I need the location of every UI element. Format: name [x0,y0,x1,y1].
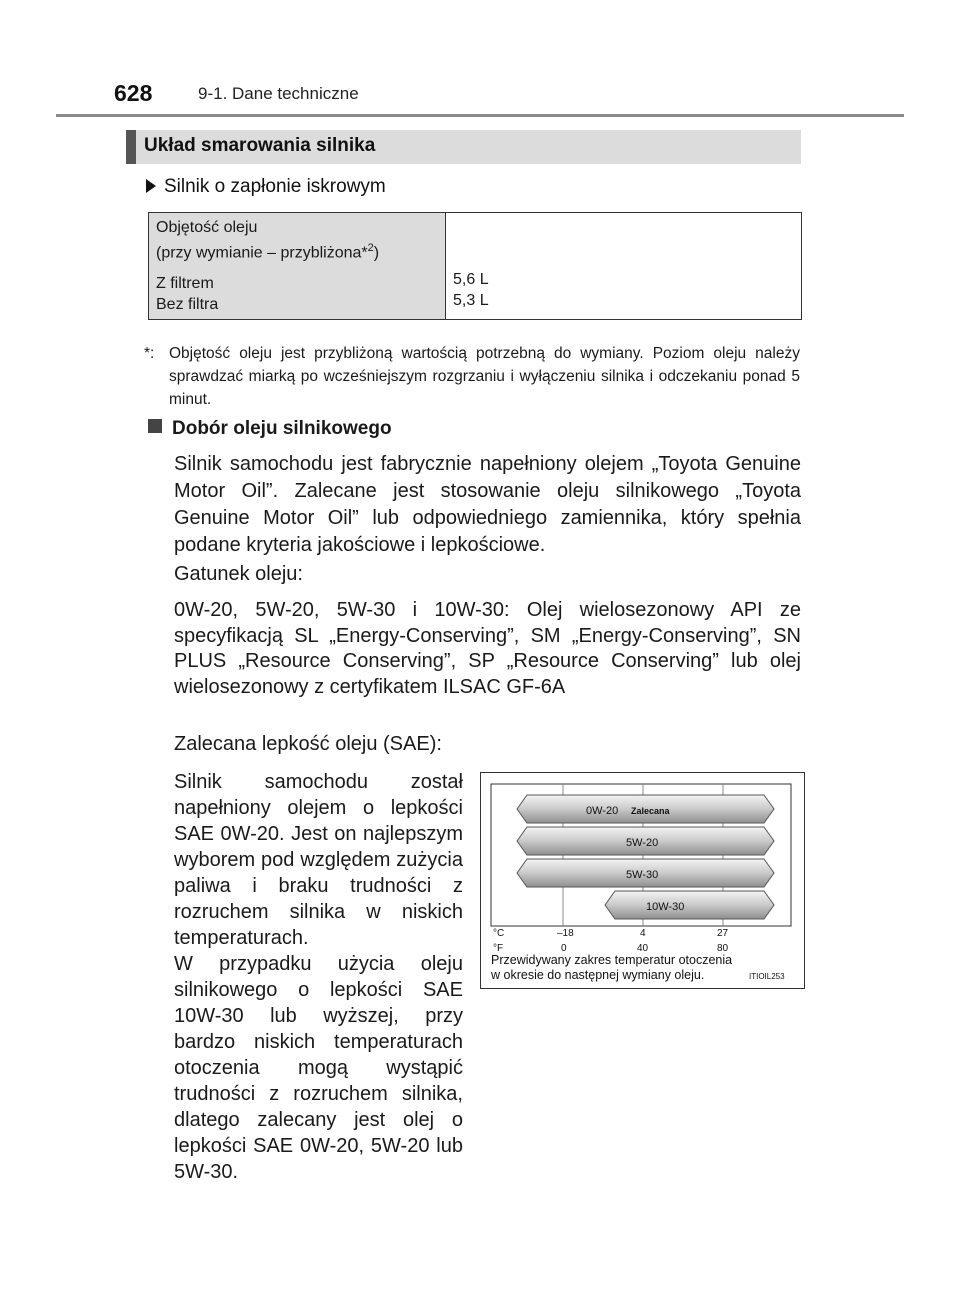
band-label-5w20: 5W-20 [626,837,659,849]
viscosity-text: Silnik samochodu został napełniony olejem o lepkości SAE 0W-20. Jest on najlepszym wyborem pod względem zużycia paliwa i braku trudności z rozruchem silnika w niskich temperaturach. [174,771,463,949]
band-label-5w30: 5W-30 [626,869,659,881]
page-number: 628 [114,80,153,106]
table-row [149,213,802,320]
capacity-sublabel: (przy wymianie – przybliżona*$^2$) [156,242,380,262]
subsection-label: Silnik o zapłonie iskrowym [164,176,386,197]
capacity-label: Objętość oleju [156,219,258,236]
footnote [144,342,800,411]
tick-f-0: 0 [561,943,567,954]
without-filter-label: Bez filtra [156,296,219,314]
viscosity-band-10w30 [605,891,774,919]
section-heading-bar [126,130,801,164]
triangle-bullet-icon [146,179,156,193]
oil-grade-text: 0W-20, 5W-20, 5W-30 i 10W-30: Olej wielosezonowy API ze specyfikacją SL „Energy-Conserving”, SM „Energy-Conserving”, SN PLUS „Resource Conserving”, SP „Resource Conserving” lub olej wielosezonowy z certyfikatem ILSAC GF-6A [174,599,801,698]
oil-selection-title: Dobór oleju silnikowego [172,418,392,439]
square-bullet-icon [148,419,162,433]
chart-caption-line1: Przewidywany zakres temperatur otoczenia [491,953,733,967]
tick-f-2: 80 [717,943,729,954]
figure-code: ITIOIL253 [749,972,785,981]
footnote-ref: 2 [367,242,374,254]
subsection-heading [146,176,386,198]
tick-f-1: 40 [637,943,649,954]
band-label-0w20: 0W-20 [586,805,619,817]
viscosity-label: Zalecana lepkość oleju (SAE): [174,733,442,755]
band-label-10w30: 10W-30 [646,901,685,913]
section-accent [126,130,136,164]
tick-c-1: 4 [640,928,646,939]
oil-capacity-table [148,212,802,320]
with-filter-label: Z filtrem [156,275,214,293]
band-note-recommended: Zalecana [631,806,670,816]
oil-grade-label: Gatunek oleju: [174,563,303,585]
oil-capacity-values [446,213,802,320]
footnote-marker: *: [144,345,155,362]
tick-c-2: 27 [717,928,729,939]
chapter-title: 9-1. Dane techniczne [198,84,359,103]
unit-fahrenheit-label: °F [493,943,504,954]
footnote-text: Objętość oleju jest przybliżoną wartością potrzebną do wymiany. Poziom oleju należy sprawdzać miarką po wcześniejszym rozgrzaniu i wyłączeniu silnika i odczekaniu ponad 5 minut. [169,345,800,408]
viscosity-chart-svg [481,773,804,988]
chart-caption-line2: w okresie do następnej wymiany oleju. [491,968,705,982]
oil-selection-intro: Silnik samochodu jest fabrycznie napełniony olejem „Toyota Genuine Motor Oil”. Zalecane jest stosowanie oleju silnikowego „Toyota Genuine Motor Oil” lub odpowiedniego zamiennika, który spełnia podane kryteria jakościowe i lepkościowe. [174,453,801,556]
viscosity-temperature-chart [480,772,805,989]
tick-c-0: –18 [557,928,574,939]
without-filter-value: 5,3 L [453,292,489,309]
cold-start-text: W przypadku użycia oleju silnikowego o lepkości SAE 10W-30 lub wyższej, przy bardzo niskich temperaturach otoczenia mogą wystąpić trudności z rozruchem silnika, dlatego zalecany jest olej o lepkości SAE 0W-20, 5W-20 lub 5W-30. [174,953,463,1183]
oil-selection-heading [148,418,392,440]
oil-capacity-labels [149,213,446,320]
unit-celsius-label: °C [493,928,505,939]
section-title: Układ smarowania silnika [144,135,376,156]
header-rule [56,114,904,117]
with-filter-value: 5,6 L [453,271,489,288]
